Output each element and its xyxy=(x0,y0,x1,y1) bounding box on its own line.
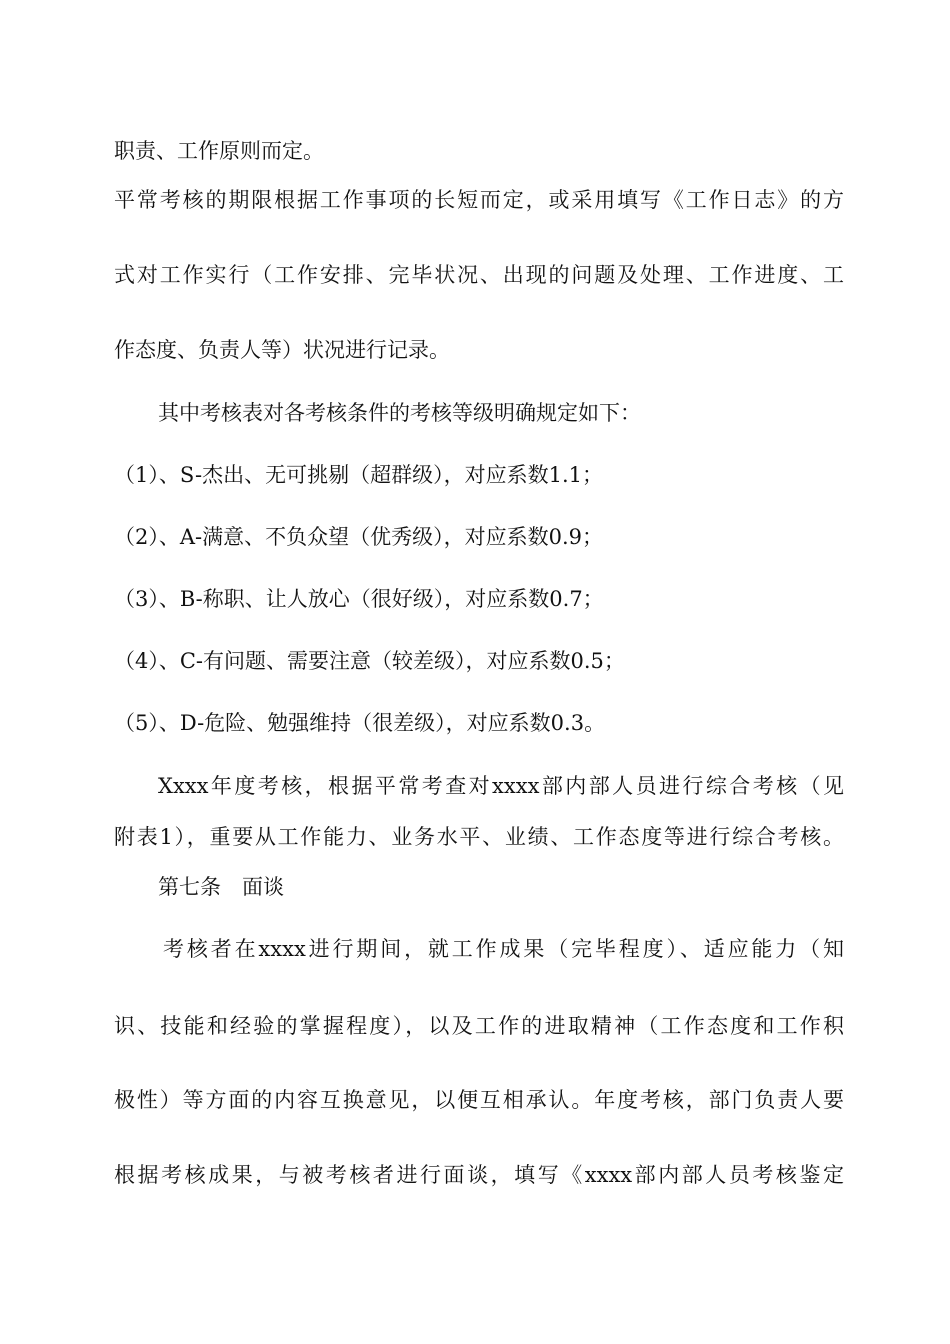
text-line-3: 式对工作实行（工作安排、完毕状况、出现的问题及处理、工作进度、工 xyxy=(114,263,844,287)
annual-review-line-1: Xxxx年度考核，根据平常考查对xxxx部内部人员进行综合考核（见 xyxy=(158,774,844,798)
text-line-1: 职责、工作原则而定。 xyxy=(114,139,324,163)
grade-item-c: （4）、C-有问题、需要注意（较差级），对应系数0.5； xyxy=(114,649,625,673)
grade-item-s: （1）、S-杰出、无可挑剔（超群级），对应系数1.1； xyxy=(114,463,604,487)
grade-item-b: （3）、B-称职、让人放心（很好级），对应系数0.7； xyxy=(114,587,604,611)
interview-line-3: 极性）等方面的内容互换意见，以便互相承认。年度考核，部门负责人要 xyxy=(114,1088,844,1112)
interview-line-2: 识、技能和经验的掌握程度），以及工作的进取精神（工作态度和工作积 xyxy=(114,1014,844,1038)
section-heading-interview: 第七条 面谈 xyxy=(158,875,284,899)
text-line-4: 作态度、负责人等）状况进行记录。 xyxy=(114,338,450,362)
interview-line-1: 考核者在xxxx进行期间，就工作成果（完毕程度）、适应能力（知 xyxy=(163,937,844,961)
interview-line-4: 根据考核成果，与被考核者进行面谈，填写《xxxx部内部人员考核鉴定 xyxy=(114,1163,844,1187)
criteria-intro: 其中考核表对各考核条件的考核等级明确规定如下： xyxy=(158,401,641,425)
grade-item-a: （2）、A-满意、不负众望（优秀级），对应系数0.9； xyxy=(114,525,604,549)
text-line-2: 平常考核的期限根据工作事项的长短而定，或采用填写《工作日志》的方 xyxy=(114,188,844,212)
annual-review-line-2: 附表1），重要从工作能力、业务水平、业绩、工作态度等进行综合考核。 xyxy=(114,825,844,849)
grade-item-d: （5）、D-危险、勉强维持（很差级），对应系数0.3。 xyxy=(114,711,606,735)
